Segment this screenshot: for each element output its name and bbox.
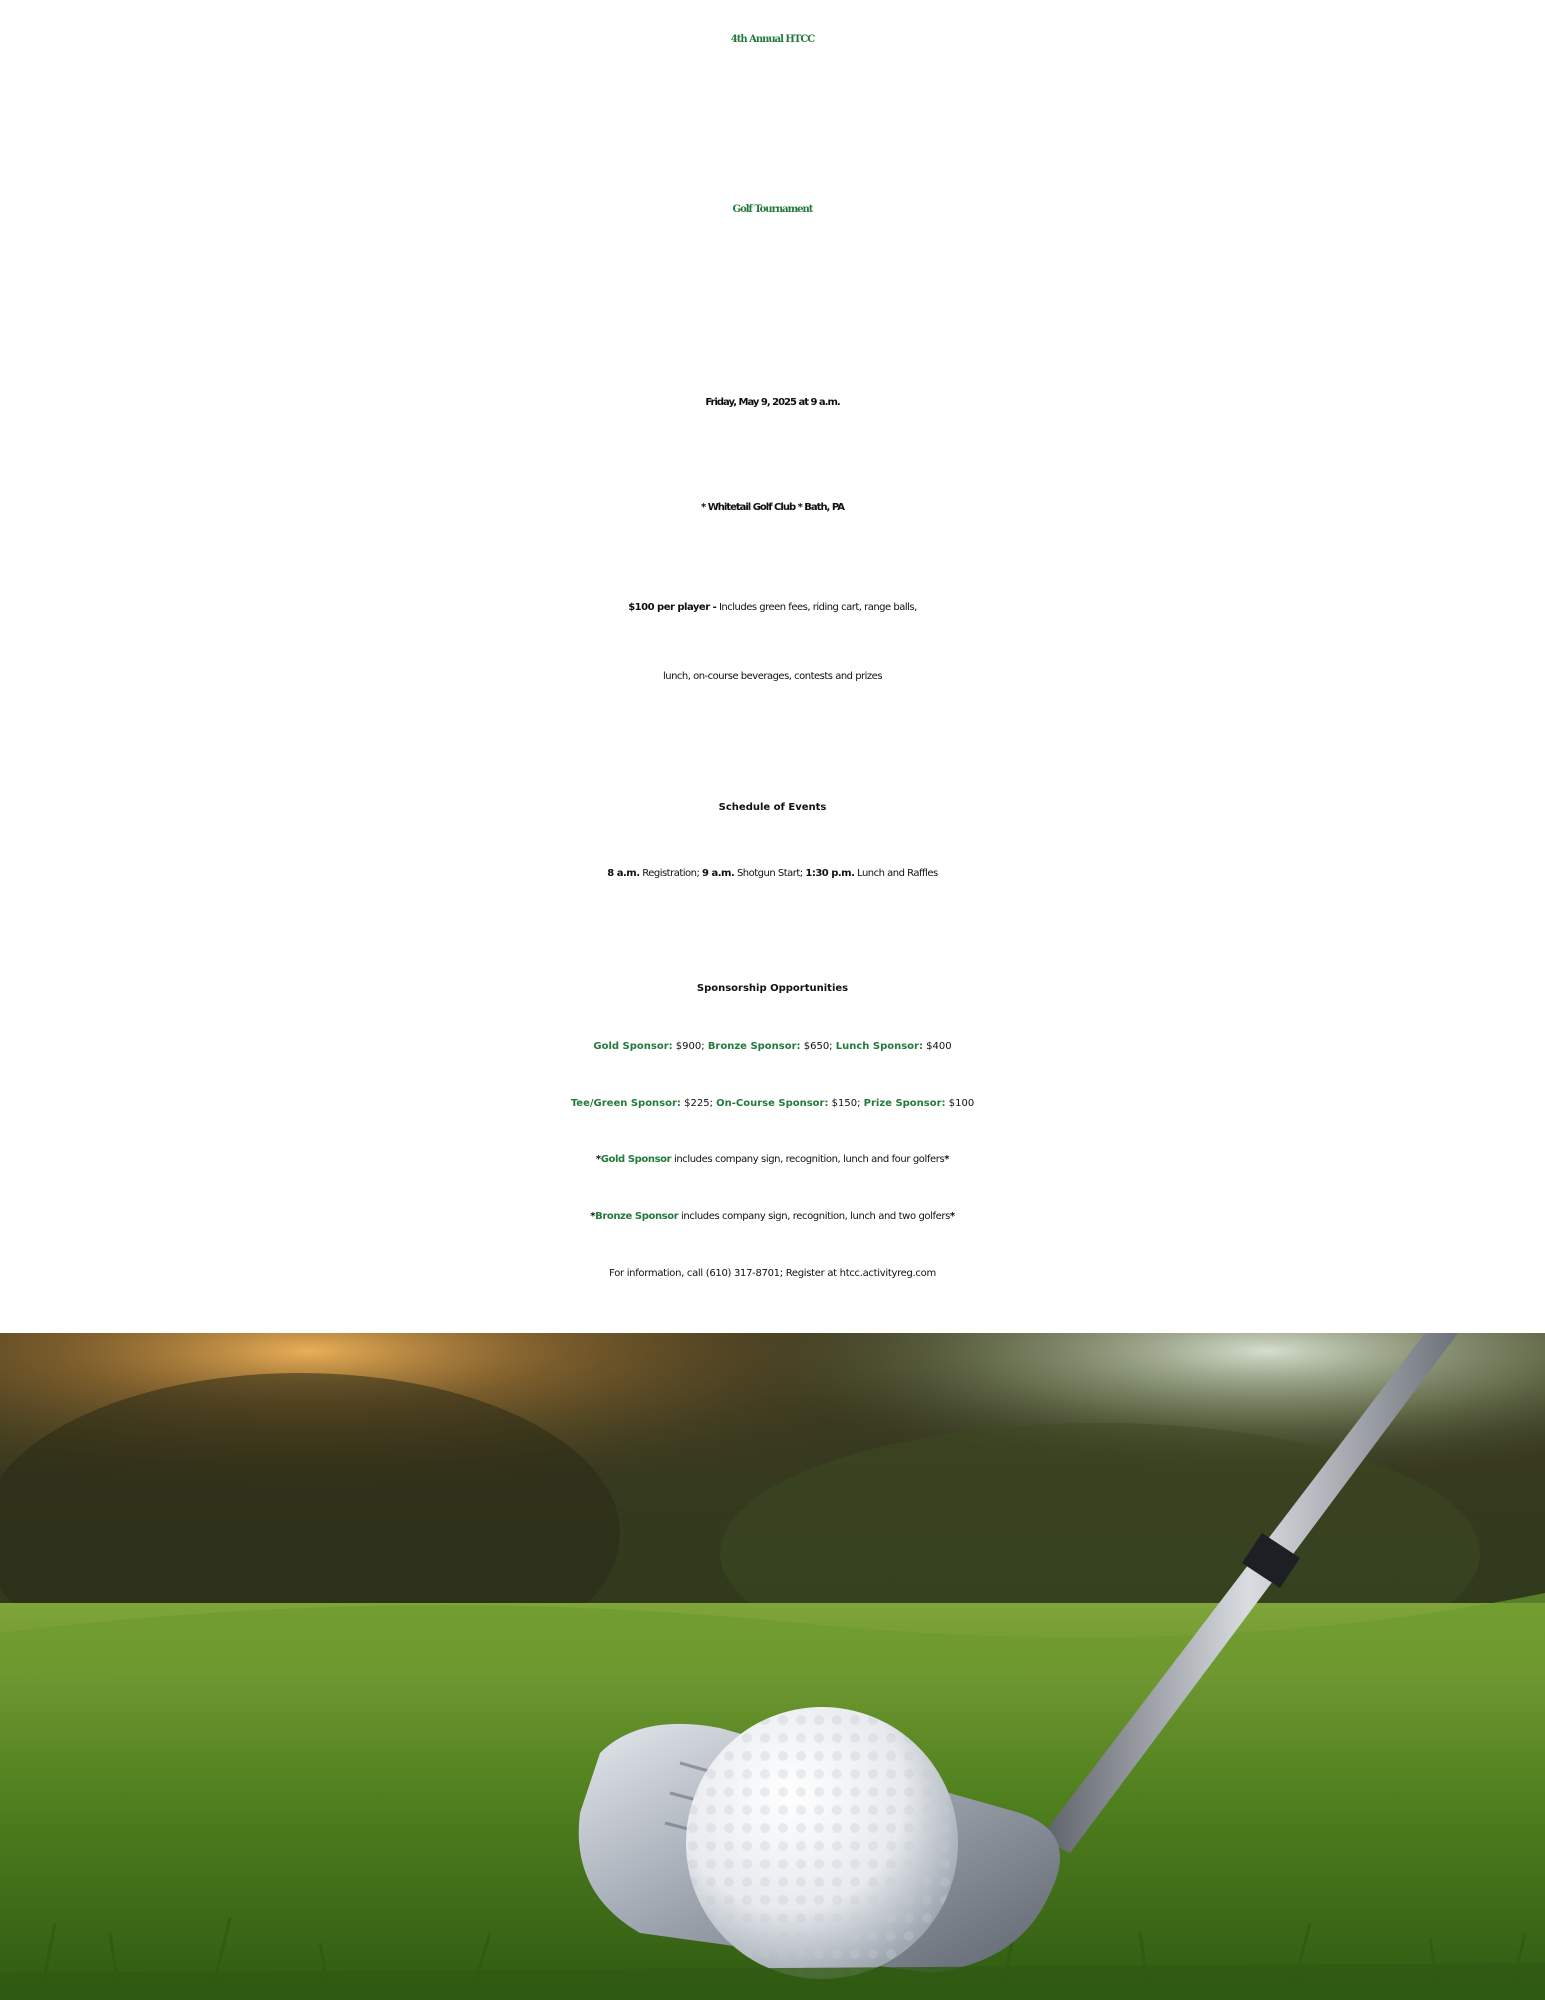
title-line-2: Golf Tournament: [732, 204, 813, 215]
gold-sponsor-details: includes company sign, recognition, lunch and four golfers: [671, 1154, 945, 1165]
sponsor-row-1: [0, 1042, 1545, 1052]
schedule-line: [0, 869, 1545, 879]
sponsor-price: $100: [945, 1098, 975, 1109]
sponsor-label: Gold Sponsor:: [593, 1041, 673, 1052]
sponsor-row-2: [0, 1099, 1545, 1109]
schedule-time: 8 a.m.: [607, 868, 640, 879]
schedule-heading: Schedule of Events: [718, 802, 827, 813]
star-mark: *: [590, 1211, 596, 1222]
sponsor-label: Tee/Green Sponsor:: [570, 1098, 681, 1109]
sponsor-price: $900;: [672, 1041, 708, 1052]
bronze-sponsor-name: Bronze Sponsor: [595, 1211, 679, 1222]
golf-ball-and-club-photo: [0, 1333, 1545, 2000]
price-line: [0, 603, 1545, 613]
star-mark: *: [949, 1211, 955, 1222]
gold-sponsor-name: Gold Sponsor: [600, 1154, 672, 1165]
price-includes-continued: lunch, on-course beverages, contests and prizes: [662, 671, 883, 682]
sponsor-price: $650;: [800, 1041, 836, 1052]
schedule-item: Lunch and Raffles: [854, 868, 938, 879]
price-amount: $100 per player -: [628, 602, 717, 613]
sponsor-label: Prize Sponsor:: [863, 1098, 946, 1109]
schedule-item: Registration;: [639, 868, 703, 879]
schedule-item: Shotgun Start;: [734, 868, 806, 879]
sponsor-label: Lunch Sponsor:: [835, 1041, 923, 1052]
sponsor-label: Bronze Sponsor:: [707, 1041, 801, 1052]
title-line-1: 4th Annual HTCC: [730, 34, 815, 45]
sponsor-label: On-Course Sponsor:: [716, 1098, 829, 1109]
price-includes: Includes green fees, riding cart, range balls,: [716, 602, 917, 613]
star-mark: *: [595, 1154, 601, 1165]
sponsor-price: $400: [922, 1041, 952, 1052]
schedule-time: 9 a.m.: [702, 868, 735, 879]
contact-line: For information, call (610) 317-8701; Register at htcc.activityreg.com: [609, 1268, 936, 1279]
gold-sponsor-note: [0, 1155, 1545, 1165]
sponsorship-heading: Sponsorship Opportunities: [696, 983, 849, 994]
sponsor-price: $225;: [680, 1098, 717, 1109]
event-venue: * Whitetail Golf Club * Bath, PA: [701, 502, 844, 513]
star-mark: *: [944, 1154, 950, 1165]
bronze-sponsor-note: [0, 1212, 1545, 1222]
schedule-time: 1:30 p.m.: [805, 868, 855, 879]
sponsor-price: $150;: [828, 1098, 864, 1109]
event-date: Friday, May 9, 2025 at 9 a.m.: [705, 397, 840, 408]
bronze-sponsor-details: includes company sign, recognition, lunch and two golfers: [678, 1211, 950, 1222]
